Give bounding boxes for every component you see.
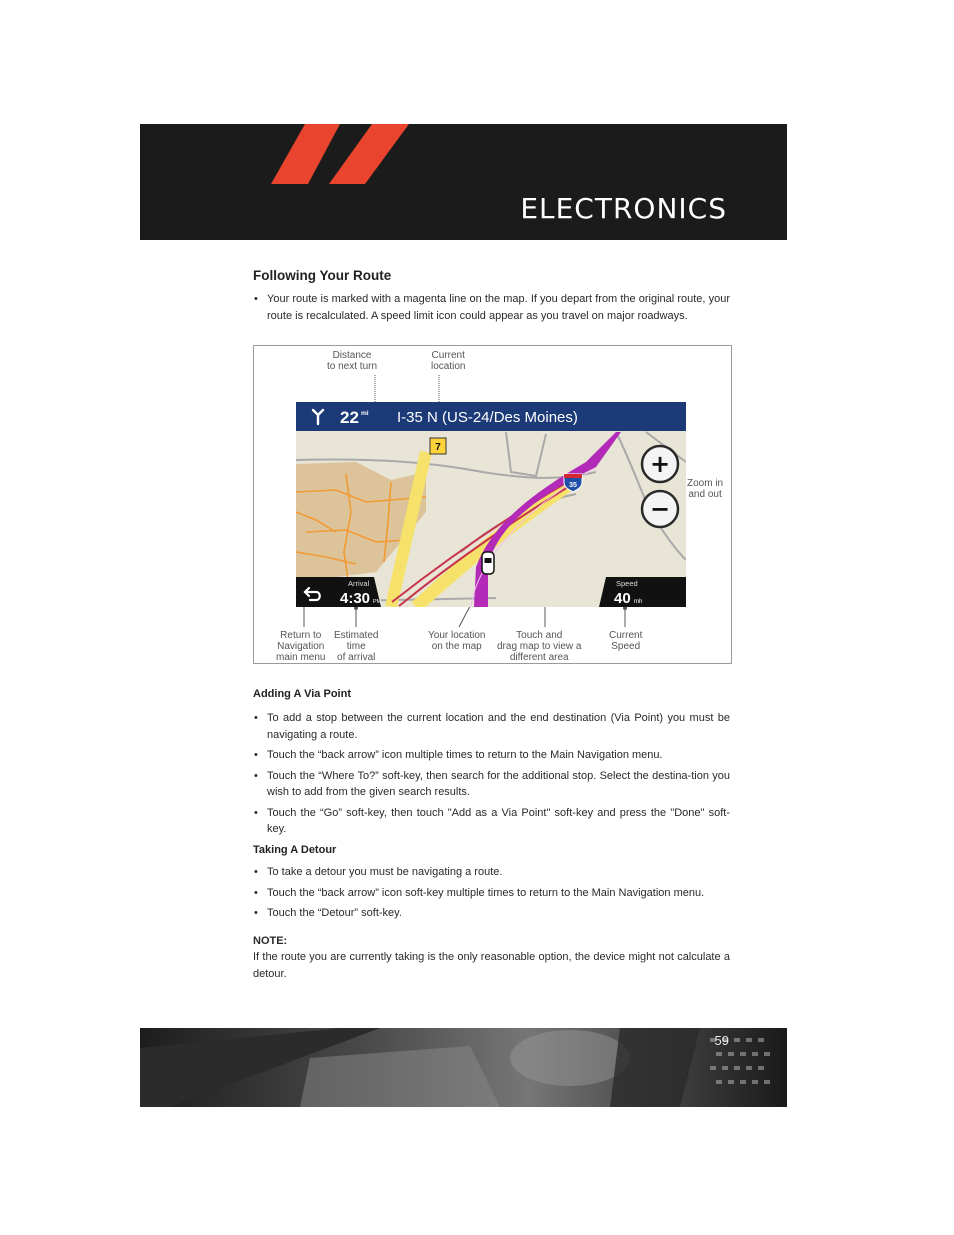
bullet-item: • To take a detour you must be navigating a route. [253,864,730,881]
caption-text: Zoom in and out [687,478,724,500]
navigation-figure [253,345,732,664]
header-band [140,124,787,240]
bullet-item: • Touch the “Where To?” soft-key, then search for the additional stop. Select the destina-tion you wish to add from the given search results. [253,768,730,801]
via-point-bullets [253,710,730,838]
bullet-item: • Touch the “back arrow” icon multiple times to return to the Main Navigation menu. [253,747,730,764]
page-number: 59 [714,1033,729,1048]
bullet-item: • Touch the “Go” soft-key, then touch "Add as a Via Point" soft-key and press the "Done" soft-key. [253,805,730,838]
car-location-icon [482,552,494,574]
caption-text: Your location on the map [428,630,486,652]
distance-unit: mi [361,410,369,417]
detour-heading: Taking A Detour [253,844,337,856]
note-text: If the route you are currently taking is the only reasonable option, the device might not calculate a detour. [253,951,730,980]
footer-photo [140,1028,787,1107]
intro-section [253,268,730,328]
detour-bullets [253,864,730,922]
speed-unit: mh [634,599,643,605]
map-canvas[interactable] [296,402,686,607]
arrival-time: 4:30 [340,590,371,607]
note-label: NOTE: [253,935,288,947]
detour-section [253,844,730,926]
caption-text: Distance to next turn [327,350,378,372]
note-section [253,933,730,982]
caption-text: Current location [431,350,466,372]
road-name: I-35 N (US-24/Des Moines) [397,409,578,426]
distance-value: 22 [340,408,359,427]
footer-band [140,1028,787,1107]
caption-text: Touch and drag map to view a different area [497,630,582,663]
caption-text: Estimated time of arrival [334,630,379,663]
section-heading: Following Your Route [253,268,392,283]
zoom-out-symbol: − [649,495,671,523]
arrival-label: Arrival [348,579,370,588]
zoom-out-button[interactable] [642,491,678,527]
via-point-section [253,688,730,842]
via-point-heading: Adding A Via Point [253,688,351,700]
zoom-in-symbol: + [649,450,671,478]
section-title: ELECTRONICS [520,192,727,225]
intro-bullets [253,291,730,324]
bullet-item: • Touch the “back arrow” icon soft-key multiple times to return to the Main Navigation menu. [253,885,730,902]
caption-text: Current Speed [609,630,643,652]
bullet-item: • Your route is marked with a magenta line on the map. If you depart from the original route, your route is recalculated. A speed limit icon could appear as you travel on major roadways. [253,291,730,324]
bullet-item: • To add a stop between the current location and the end destination (Via Point) you must be navigating a route. [253,710,730,743]
speed-panel [599,577,686,607]
route-badge: 7 [435,442,441,453]
bullet-item: • Touch the “Detour” soft-key. [253,905,730,922]
zoom-in-button[interactable] [642,446,678,482]
arrival-ampm: PM [373,599,382,605]
speed-value: 40 [614,590,631,607]
interstate-badge: 35 [569,482,577,489]
navigation-screen[interactable] [296,402,686,607]
speed-label: Speed [616,579,638,588]
caption-text: Return to Navigation main menu [276,630,326,663]
